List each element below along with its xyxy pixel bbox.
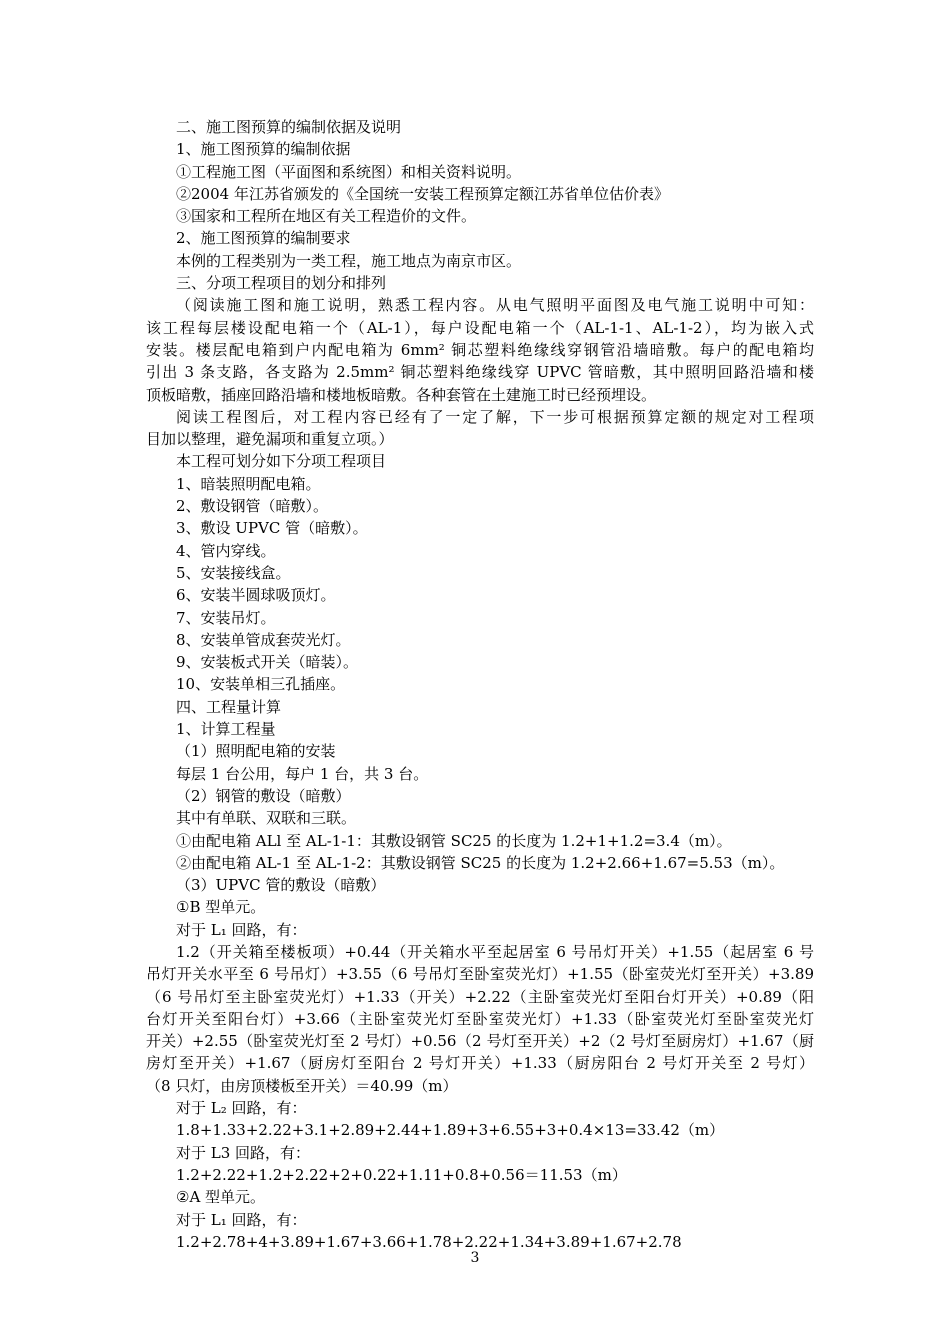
text-line: 6、安装半圆球吸顶灯。 — [176, 586, 336, 605]
text-line: ②由配电箱 AL-1 至 AL-1-2：其敷设钢管 SC25 的长度为 1.2+2.66+1.67=5.53（m）。 — [176, 853, 785, 872]
text-line: 引出 3 条支路，各支路为 2.5mm² 铜芯塑料绝缘线穿 UPVC 管暗敷，其中照明回路沿墙和楼 — [146, 363, 814, 382]
text-line: ①B 型单元。 — [176, 898, 266, 917]
text-line: 其中有单联、双联和三联。 — [176, 809, 357, 828]
text-line: 对于 L3 回路，有： — [176, 1143, 311, 1162]
text-line: 10、安装单相三孔插座。 — [176, 675, 346, 694]
text-line: 1、施工图预算的编制依据 — [176, 140, 351, 159]
text-line: 对于 L₂ 回路，有： — [176, 1099, 307, 1118]
text-line: 5、安装接线盒。 — [176, 563, 291, 582]
text-line: （8 只灯，由房顶楼板至开关）＝40.99（m） — [146, 1076, 458, 1095]
text-line: 2、敷设钢管（暗敷）。 — [176, 497, 329, 516]
text-line: 对于 L₁ 回路，有： — [176, 1210, 307, 1229]
text-line: （阅读施工图和施工说明，熟悉工程内容。从电气照明平面图及电气施工说明中可知： — [176, 296, 814, 315]
text-line: 9、安装板式开关（暗装）。 — [176, 653, 359, 672]
text-line: 目加以整理，避免漏项和重复立项。） — [146, 430, 394, 449]
text-line: 1.2+2.22+1.2+2.22+2+0.22+1.11+0.8+0.56＝11.53（m） — [176, 1165, 627, 1184]
text-line: 4、管内穿线。 — [176, 541, 276, 560]
text-line: 台灯开关至阳台灯）+3.66（主卧室荧光灯至卧室荧光灯）+1.33（卧室荧光灯至卧室荧光灯 — [146, 1009, 814, 1028]
text-line: （3）UPVC 管的敷设（暗敷） — [176, 876, 386, 895]
text-line: 8、安装单管成套荧光灯。 — [176, 630, 351, 649]
text-line: 阅读工程图后，对工程内容已经有了一定了解，下一步可根据预算定额的规定对工程项 — [176, 407, 814, 426]
text-line: ①由配电箱 ALl 至 AL-1-1：其敷设钢管 SC25 的长度为 1.2+1+1.2=3.4（m）。 — [176, 831, 732, 850]
text-line: ③国家和工程所在地区有关工程造价的文件。 — [176, 207, 477, 226]
text-line: （6 号吊灯至主卧室荧光灯）+1.33（开关）+2.22（主卧室荧光灯至阳台灯开关）+0.89（阳 — [146, 987, 814, 1006]
text-line: 三、分项工程项目的划分和排列 — [176, 274, 387, 293]
text-line: 每层 1 台公用，每户 1 台，共 3 台。 — [176, 764, 429, 783]
text-line: 对于 L₁ 回路，有： — [176, 920, 307, 939]
text-line: 四、工程量计算 — [176, 697, 282, 716]
text-line: ②A 型单元。 — [176, 1188, 266, 1207]
text-line: ②2004 年江苏省颁发的《全国统一安装工程预算定额江苏省单位估价表》 — [176, 184, 669, 203]
text-line: ①工程施工图（平面图和系统图）和相关资料说明。 — [176, 162, 522, 181]
text-line: 本工程可划分如下分项工程项目 — [176, 452, 387, 471]
text-line: 3、敷设 UPVC 管（暗敷）。 — [176, 519, 368, 538]
text-line: （1）照明配电箱的安装 — [176, 742, 336, 761]
text-line: 安装。楼层配电箱到户内配电箱为 6mm² 铜芯塑料绝缘线穿钢管沿墙暗敷。每户的配电箱均 — [146, 340, 814, 359]
text-line: 1.8+1.33+2.22+3.1+2.89+2.44+1.89+3+6.55+3+0.4×13=33.42（m） — [176, 1121, 725, 1140]
text-line: （2）钢管的敷设（暗敷） — [176, 786, 351, 805]
text-line: 1.2+2.78+4+3.89+1.67+3.66+1.78+2.22+1.34+3.89+1.67+2.78 — [176, 1232, 682, 1251]
text-line: 该工程每层楼设配电箱一个（AL-1），每户设配电箱一个（AL-1-1、AL-1-2），均为嵌入式 — [146, 318, 814, 337]
text-line: 1、计算工程量 — [176, 720, 276, 739]
text-line: 开关）+2.55（卧室荧光灯至 2 号灯）+0.56（2 号灯至开关）+2（2 号灯至厨房灯）+1.67（厨 — [146, 1032, 814, 1051]
text-line: 7、安装吊灯。 — [176, 608, 276, 627]
page-number: 3 — [470, 1250, 480, 1266]
text-line: 1.2（开关箱至楼板项）+0.44（开关箱水平至起居室 6 号吊灯开关）+1.55（起居室 6 号 — [176, 942, 814, 961]
text-line: 房灯至开关）+1.67（厨房灯至阳台 2 号灯开关）+1.33（厨房阳台 2 号灯开关至 2 号灯） — [146, 1054, 814, 1073]
text-line: 1、暗装照明配电箱。 — [176, 474, 321, 493]
text-line: 顶板暗敷，插座回路沿墙和楼地板暗敷。各种套管在土建施工时已经预埋设。 — [146, 385, 657, 404]
text-line: 本例的工程类别为一类工程，施工地点为南京市区。 — [176, 251, 522, 270]
text-line: 吊灯开关水平至 6 号吊灯）+3.55（6 号吊灯至卧室荧光灯）+1.55（卧室荧光灯至开关）+3.89 — [146, 965, 814, 984]
text-line: 2、施工图预算的编制要求 — [176, 229, 351, 248]
text-line: 二、施工图预算的编制依据及说明 — [176, 118, 402, 136]
document-body — [146, 116, 814, 1253]
